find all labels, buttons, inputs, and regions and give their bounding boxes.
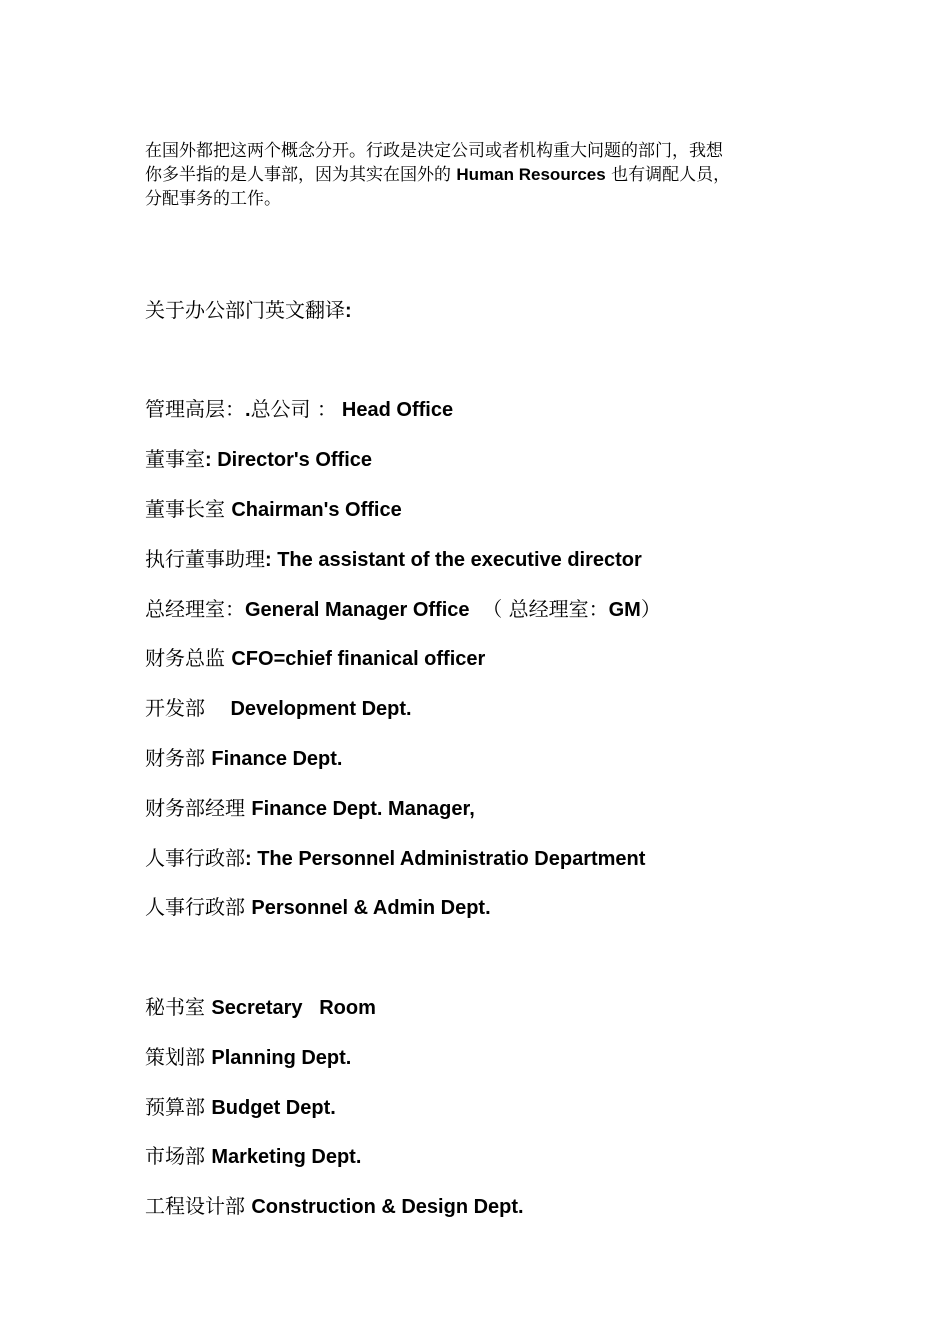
entry-english: Construction & Design Dept. [251, 1196, 524, 1218]
entry-english: Planning Dept. [211, 1047, 352, 1069]
intro-line [145, 187, 815, 211]
section-heading [145, 296, 352, 325]
intro-paragraph [145, 139, 815, 211]
entry-secretary-room [145, 993, 376, 1022]
entry-english: GM [608, 599, 641, 621]
entry-english: : The Personnel Administratio Department [245, 848, 646, 870]
entry-chinese: 总公司 ： [250, 397, 337, 421]
entry-directors-office [145, 445, 372, 474]
entry-development-dept [145, 694, 412, 723]
entry-english: Development Dept. [230, 698, 412, 720]
entry-chairmans-office [145, 495, 402, 524]
entry-chinese: 总经理室： [145, 597, 245, 621]
intro-line [145, 163, 815, 187]
intro-term-human-resources: Human Resources [456, 165, 606, 184]
intro-line [145, 139, 815, 163]
heading-text: 关于办公部门英文翻译 [145, 298, 345, 322]
entry-chinese: （ 总经理室： [469, 597, 609, 621]
intro-text: 你多半指的是人事部，因为其实在国外的 [145, 165, 457, 185]
entry-english: Marketing Dept. [211, 1146, 362, 1168]
entry-english: : Director's Office [205, 449, 373, 471]
entry-chinese: 策划部 [145, 1045, 212, 1069]
entry-chinese: 执行董事助理 [145, 547, 265, 571]
entry-chinese: 人事行政部 [145, 846, 245, 870]
entry-chinese: 预算部 [145, 1095, 212, 1119]
intro-text: 在国外都把这两个概念分开。行政是决定公司或者机构重大问题的部门，我想 [145, 141, 723, 161]
entry-english: . [245, 399, 251, 421]
intro-text: 分配事务的工作。 [145, 189, 281, 209]
entry-chinese: 财务部经理 [145, 796, 252, 820]
entry-chinese: 市场部 [145, 1144, 212, 1168]
entry-personnel-admin-dept [145, 893, 491, 922]
entry-chinese: ） [640, 597, 661, 621]
entry-english: Budget Dept. [211, 1097, 336, 1119]
entry-cfo [145, 644, 485, 673]
entry-finance-manager [145, 794, 475, 823]
entry-english: CFO=chief finanical officer [231, 648, 486, 670]
entry-chinese: 人事行政部 [145, 895, 252, 919]
entry-budget-dept [145, 1093, 336, 1122]
entry-english: Head Office [341, 399, 454, 421]
entry-english: Finance Dept. Manager, [251, 798, 475, 820]
entry-english: Finance Dept. [211, 748, 343, 770]
entry-chinese: 工程设计部 [145, 1194, 252, 1218]
entry-general-manager-office [145, 595, 661, 624]
entry-personnel-administration [145, 844, 645, 873]
entry-chinese: 财务总监 [145, 646, 232, 670]
entry-chinese: 秘书室 [145, 995, 212, 1019]
entry-finance-dept [145, 744, 343, 773]
entry-marketing-dept [145, 1142, 361, 1171]
entry-chinese: 董事长室 [145, 497, 232, 521]
heading-colon: : [345, 300, 352, 322]
entry-english: General Manager Office [245, 599, 470, 621]
entry-executive-assistant [145, 545, 642, 574]
entry-chinese: 管理高层： [145, 397, 245, 421]
intro-text: 也有调配人员， [605, 165, 731, 185]
entry-chinese: 董事室 [145, 447, 205, 471]
entry-construction-design-dept [145, 1192, 524, 1221]
entry-english: Personnel & Admin Dept. [251, 897, 491, 919]
entry-head-office [145, 395, 453, 424]
entry-chinese: 财务部 [145, 746, 212, 770]
entry-english: Chairman's Office [231, 499, 402, 521]
entry-planning-dept [145, 1043, 351, 1072]
entry-chinese: 开发部 [145, 696, 231, 720]
entry-english: : The assistant of the executive director [265, 549, 642, 571]
entry-english: Secretary Room [211, 997, 376, 1019]
